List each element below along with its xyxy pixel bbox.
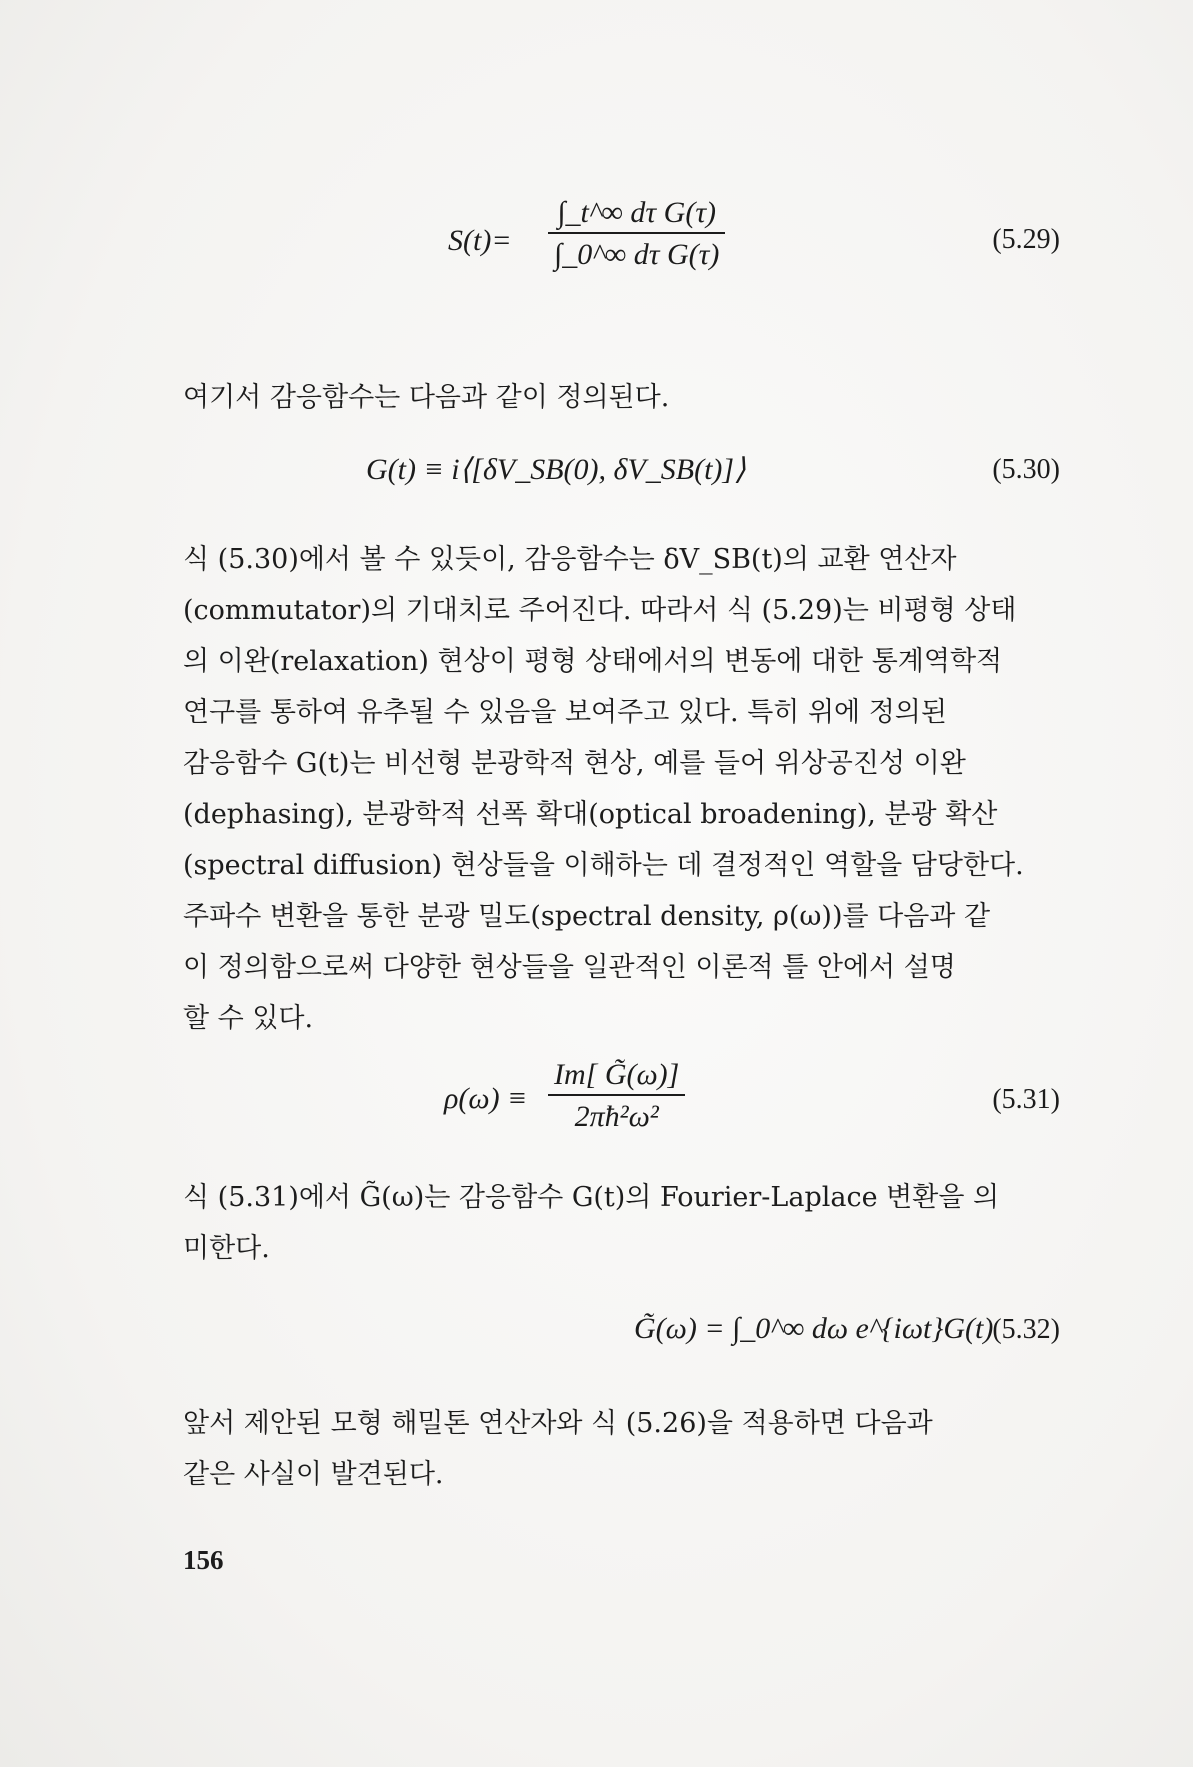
equation-5-29 <box>0 188 1193 318</box>
equation-number: (5.32) <box>992 1314 1060 1345</box>
text-line: 식 (5.31)에서 G̃(ω)는 감응함수 G(t)의 Fourier-Laplace 변환을 의 <box>183 1182 1000 1213</box>
text-line: 미한다. <box>183 1233 270 1264</box>
equation-body: G(t) ≡ i⟨[δV_SB(0), δV_SB(t)]⟩ <box>366 453 746 486</box>
fraction-numerator: Im[ G̃(ω)] <box>554 1058 680 1091</box>
paragraph-main <box>183 534 1061 1044</box>
text-line: 연구를 통하여 유추될 수 있음을 보여주고 있다. 특히 위에 정의된 <box>183 697 947 728</box>
text-line: 주파수 변환을 통한 분광 밀도(spectral density, ρ(ω))를 다음과 같 <box>183 901 991 932</box>
equation-lhs: S(t)= <box>448 224 512 257</box>
equation-fraction <box>548 196 725 272</box>
text-line: 의 이완(relaxation) 현상이 평형 상태에서의 변동에 대한 통계역학적 <box>183 646 1003 677</box>
equation-number: (5.29) <box>992 224 1060 255</box>
equation-number: (5.31) <box>992 1084 1060 1115</box>
equation-5-30 <box>0 452 1193 502</box>
fraction-denominator: 2πħ²ω² <box>548 1094 685 1134</box>
equation-lhs: ρ(ω) ≡ <box>444 1082 528 1115</box>
text-line: 여기서 감응함수는 다음과 같이 정의된다. <box>183 382 670 413</box>
text-line: (spectral diffusion) 현상들을 이해하는 데 결정적인 역할을 담당한다. <box>183 850 1024 881</box>
paragraph-laplace <box>183 1172 1061 1274</box>
text-line: (commutator)의 기대치로 주어진다. 따라서 식 (5.29)는 비평형 상태 <box>183 595 1017 626</box>
fraction-numerator: ∫_t^∞ dτ G(τ) <box>557 196 717 229</box>
equation-number: (5.30) <box>992 454 1060 485</box>
equation-body: G̃(ω) = ∫_0^∞ dω e^{iωt}G(t) <box>634 1312 994 1345</box>
text-line: 이 정의함으로써 다양한 현상들을 일관적인 이론적 틀 안에서 설명 <box>183 952 956 983</box>
text-line: 같은 사실이 발견된다. <box>183 1459 444 1490</box>
paragraph-intro <box>183 372 1061 423</box>
text-line: (dephasing), 분광학적 선폭 확대(optical broadening), 분광 확산 <box>183 799 998 830</box>
paragraph-conclusion <box>183 1398 1061 1500</box>
equation-5-31 <box>0 1058 1193 1158</box>
page-number: 156 <box>183 1545 224 1575</box>
text-line: 식 (5.30)에서 볼 수 있듯이, 감응함수는 δV_SB(t)의 교환 연산자 <box>183 544 957 575</box>
equation-5-32 <box>0 1302 1193 1362</box>
equation-fraction <box>548 1058 685 1134</box>
fraction-denominator: ∫_0^∞ dτ G(τ) <box>548 232 725 272</box>
text-line: 앞서 제안된 모형 해밀톤 연산자와 식 (5.26)을 적용하면 다음과 <box>183 1408 933 1439</box>
text-line: 할 수 있다. <box>183 1003 314 1034</box>
text-line: 감응함수 G(t)는 비선형 분광학적 현상, 예를 들어 위상공진성 이완 <box>183 748 966 779</box>
